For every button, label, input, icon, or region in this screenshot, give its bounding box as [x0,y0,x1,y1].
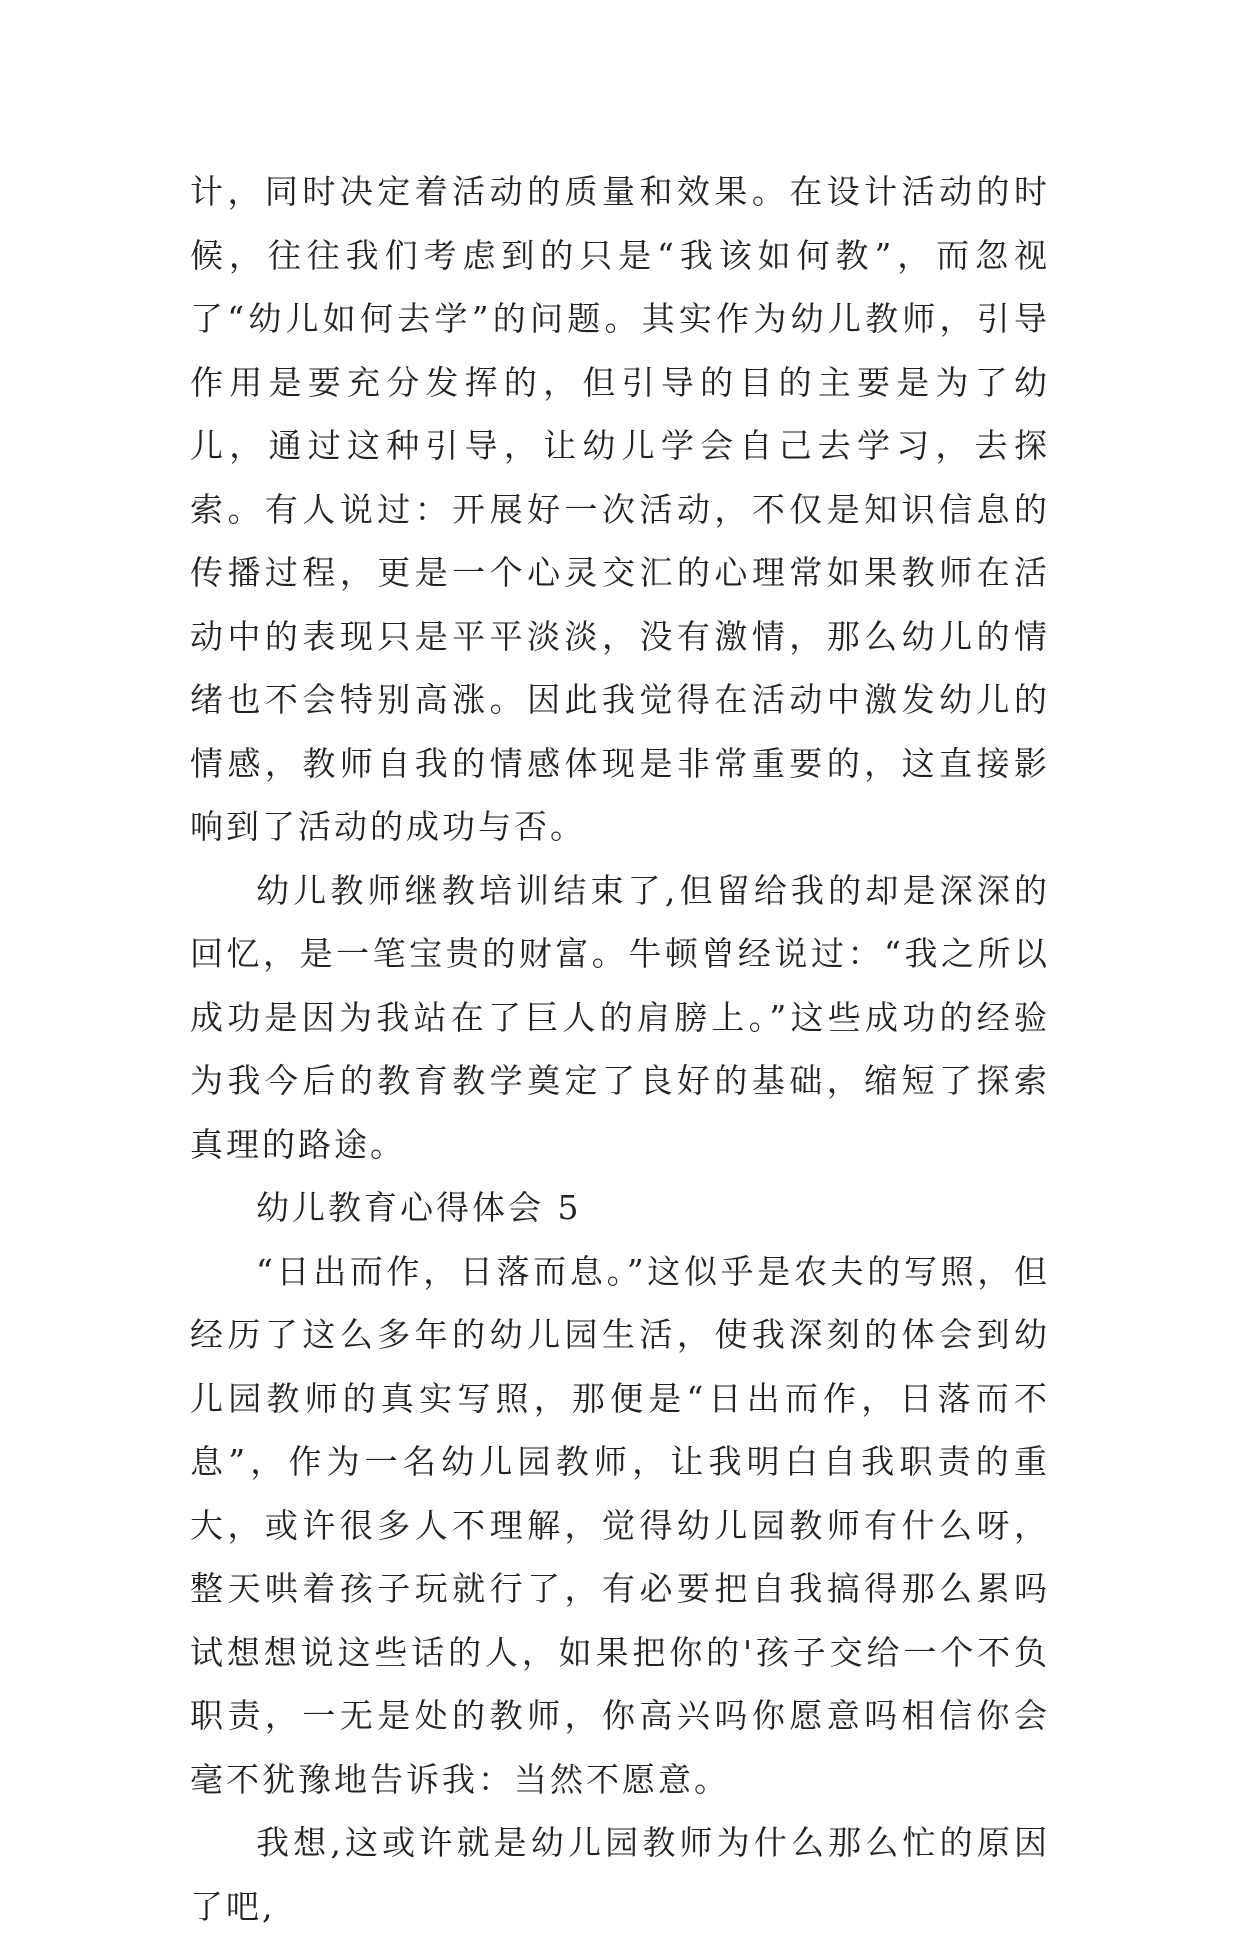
paragraph-continuation: 计，同时决定着活动的质量和效果。在设计活动的时候，往往我们考虑到的只是“我该如何教”，而忽视了“幼儿如何去学”的问题。其实作为幼儿教师，引导作用是要充分发挥的，但引导的目的主要是为了幼儿，通过这种引导，让幼儿学会自己去学习，去探索。有人说过：开展好一次活动，不仅是知识信息的传播过程，更是一个心灵交汇的心理常如果教师在活动中的表现只是平平淡淡，没有激情，那么幼儿的情绪也不会特别高涨。因此我觉得在活动中激发幼儿的情感，教师自我的情感体现是非常重要的，这直接影响到了活动的成功与否。 [190,172,1050,846]
section-heading: 幼儿教育心得体会 5 [256,1188,582,1227]
paragraph-training-summary: 幼儿教师继教培训结束了,但留给我的却是深深的回忆，是一笔宝贵的财富。牛顿曾经说过：“我之所以成功是因为我站在了巨人的肩膀上。”这些成功的经验为我今后的教育教学奠定了良好的基础，缩短了探索真理的路途。 [190,870,1050,1164]
paragraph-teacher-life: “日出而作，日落而息。”这似乎是农夫的写照，但经历了这么多年的幼儿园生活，使我深刻的体会到幼儿园教师的真实写照，那便是“日出而作，日落而不息”，作为一名幼儿园教师，让我明白自我职责的重大，或许很多人不理解，觉得幼儿园教师有什么呀，整天哄着孩子玩就行了，有必要把自我搞得那么累吗试想想说这些话的人，如果把你的'孩子交给一个不负职责，一无是处的教师，你高兴吗你愿意吗相信你会毫不犹豫地告诉我：当然不愿意。 [190,1251,1050,1799]
paragraph-final-line: 我想,这或许就是幼儿园教师为什么那么忙的原因了吧, [190,1823,1050,1926]
document-body [190,160,1050,1938]
